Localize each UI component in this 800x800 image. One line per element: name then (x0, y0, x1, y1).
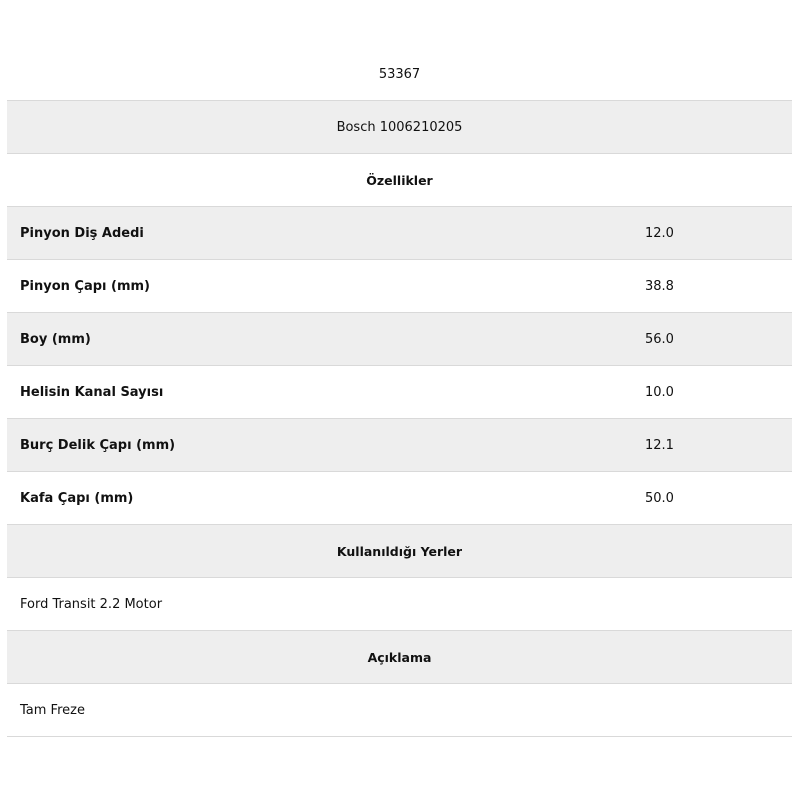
spec-value: 12.0 (645, 225, 674, 241)
spec-value: 38.8 (645, 278, 674, 294)
spec-row (7, 313, 792, 366)
spec-value: 12.1 (645, 437, 674, 453)
spec-row (7, 366, 792, 419)
description-text: Tam Freze (20, 702, 85, 718)
usage-heading: Kullanıldığı Yerler (336, 543, 463, 559)
spec-label: Pinyon Çapı (mm) (20, 278, 150, 294)
spec-value: 10.0 (645, 384, 674, 400)
spec-label: Boy (mm) (20, 331, 91, 347)
description-row (7, 684, 792, 737)
specs-heading: Özellikler (366, 172, 433, 188)
usage-text: Ford Transit 2.2 Motor (20, 596, 163, 612)
description-heading: Açıklama (367, 649, 432, 665)
spec-label: Kafa Çapı (mm) (20, 490, 134, 506)
spec-value: 56.0 (645, 331, 674, 347)
spec-row (7, 472, 792, 525)
spec-row (7, 419, 792, 472)
spec-label: Burç Delik Çapı (mm) (20, 437, 176, 453)
spec-label: Helisin Kanal Sayısı (20, 384, 164, 400)
product-reference-row (7, 101, 792, 154)
usage-row (7, 578, 792, 631)
spec-value: 50.0 (645, 490, 674, 506)
spec-table (7, 48, 792, 737)
spec-label: Pinyon Diş Adedi (20, 225, 144, 241)
product-code: 53367 (378, 66, 421, 82)
product-reference: Bosch 1006210205 (336, 119, 463, 135)
spec-row (7, 207, 792, 260)
product-code-row (7, 48, 792, 101)
usage-heading-row (7, 525, 792, 578)
specs-heading-row (7, 154, 792, 207)
spec-row (7, 260, 792, 313)
description-heading-row (7, 631, 792, 684)
